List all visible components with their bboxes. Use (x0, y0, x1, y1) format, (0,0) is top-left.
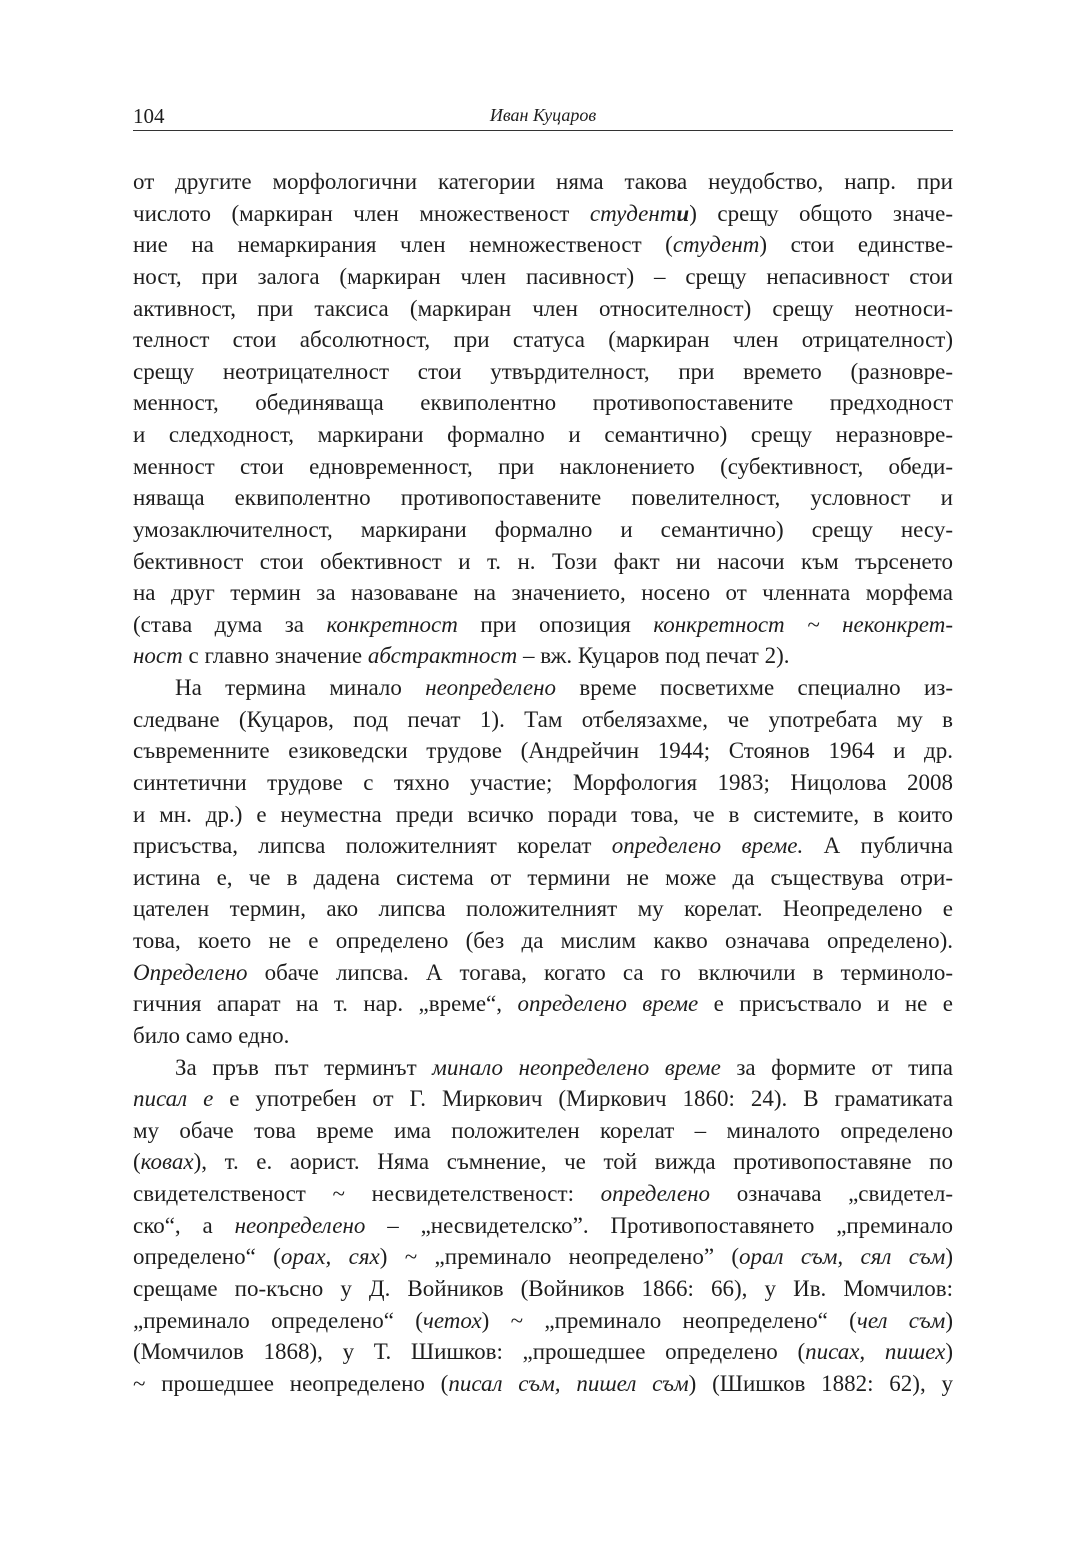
text-line: истина е, че в дадена система от термини не може да съществува отри- (133, 864, 953, 890)
text-line: Определено обаче липсва. А тогава, когато са го включили в терминоло- (133, 959, 953, 985)
text-line: писал е е употребен от Г. Миркович (Миркович 1860: 24). В граматиката (133, 1086, 953, 1112)
text-line: ско“, а неопределено – „несвидетелско”. Противопоставянето „преминало (133, 1212, 953, 1238)
running-header (133, 100, 953, 131)
page-number: 104 (133, 104, 165, 128)
text-line: ~ прошедшее неопределено (писал съм, пишел съм) (Шишков 1882: 62), у (133, 1370, 953, 1396)
text-line: числото (маркиран член множественост студенти) срещу общото значе- (133, 200, 953, 226)
author-name: Иван Куцаров (489, 105, 597, 125)
text-line: „преминало определено“ (четох) ~ „преминало неопределено“ (чел съм) (133, 1307, 953, 1333)
text-line: било само едно. (133, 1022, 290, 1048)
text-line: му обаче това време има положителен корелат – миналото определено (133, 1117, 953, 1143)
text-line: синтетични трудове с тяхно участие; Морфология 1983; Ницолова 2008 (133, 769, 953, 795)
text-line: (Момчилов 1868), у Т. Шишков: „прошедшее определено (писах, пишех) (133, 1339, 953, 1365)
text-line: На термина минало неопределено време посветихме специално из- (175, 675, 953, 700)
text-line: умозаключителност, маркирани формално и семантично) срещу несу- (133, 516, 953, 542)
text-line: това, което не е определено (без да мислим какво означава определено). (133, 928, 953, 953)
text-line: следване (Куцаров, под печат 1). Там отбелязахме, че употребата му в (133, 706, 953, 732)
text-line: цателен термин, ако липсва положителният му корелат. Неопределено е (133, 896, 953, 922)
text-line: менност стои едновременност, при наклонението (субективност, обеди- (133, 453, 953, 479)
text-line: срещу неотрицателност стои утвърдителност, при времето (разновре- (133, 358, 953, 384)
text-line: бективност стои обективност и т. н. Този факт ни насочи към търсенето (133, 548, 953, 574)
text-line: ние на немаркирания член немножественост (студент) стои единстве- (133, 232, 953, 258)
body-text (133, 166, 953, 1399)
text-line: (става дума за конкретност при опозиция конкретност ~ неконкрет- (133, 611, 953, 637)
text-line: от другите морфологични категории няма такова неудобство, напр. при (133, 169, 953, 194)
text-line: присъства, липсва положителният корелат определено време. А публична (133, 833, 953, 859)
text-line: ност, при залога (маркиран член пасивност) – срещу непасивност стои (133, 263, 953, 289)
text-line: срещаме по-късно у Д. Войников (Войников 1866: 66), у Ив. Момчилов: (133, 1275, 953, 1301)
text-line: свидетелственост ~ несвидетелственост: определено означава „свидетел- (133, 1181, 953, 1206)
text-line: (ковах), т. е. аорист. Няма съмнение, че той вижда противопоставяне по (133, 1149, 953, 1175)
text-line: съвременните езиковедски трудове (Андрейчин 1944; Стоянов 1964 и др. (133, 738, 953, 764)
text-line: и следходност, маркирани формално и семантично) срещу неразновре- (133, 422, 953, 447)
text-line: За пръв път терминът минало неопределено време за формите от типа (175, 1054, 953, 1080)
text-line: ност с главно значение абстрактност – вж. Куцаров под печат 2). (133, 643, 790, 669)
text-line: телност стои абсолютност, при статуса (маркиран член отрицателност) (133, 327, 953, 353)
text-line: няваща еквиполентно противопоставените повелителност, условност и (133, 485, 953, 511)
text-line: на друг термин за назоваване на значението, носено от членната морфема (133, 580, 953, 606)
text-line: и мн. др.) е неуместна преди всичко поради това, че в системите, в които (133, 801, 953, 827)
text-line: активност, при таксиса (маркиран член относителност) срещу неотноси- (133, 295, 953, 321)
text-line: гичния апарат на т. нар. „време“, определено време е присъствало и не е (133, 991, 953, 1017)
text-line: определено“ (орах, сях) ~ „преминало неопределено” (орал съм, сял съм) (133, 1244, 953, 1270)
text-line: менност, обединяваща еквиполентно противопоставените предходност (133, 390, 953, 416)
